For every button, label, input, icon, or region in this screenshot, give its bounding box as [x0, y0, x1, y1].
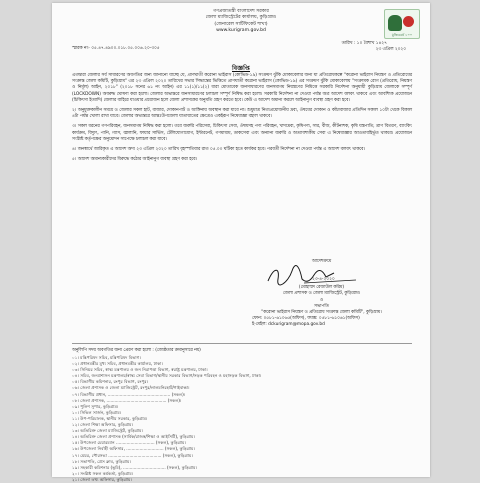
document-title: বিজ্ঞপ্তি [232, 65, 250, 72]
list-item: ১৪। অতিরিক্ত জেলা প্রশাসক (সার্বিক/রাজস্ব/শিক্ষা ও আইসিটি), কুড়িগ্রাম। [72, 434, 195, 440]
document-page [52, 3, 430, 482]
letterhead-government: গণপ্রজাতন্ত্রী বাংলাদেশ সরকার [213, 9, 269, 14]
signatory-designation: জেলা প্রশাসক ও জেলা ম্যাজিস্ট্রেট, কুড়িগ্রাম। [282, 291, 361, 297]
signatory-name: (মোহাম্মদ রেজাউল করিম) [298, 285, 345, 291]
committee-name: "করোনা ভাইরাস নিয়ন্ত্রণ ও প্রতিরোধ সংক্রান্ত জেলা কমিটি", কুড়িগ্রাম। [261, 310, 382, 316]
notice-body [72, 73, 412, 167]
list-item: ১৩। অতিরিক্ত জেলা ম্যাজিস্ট্রেট, কুড়িগ্রাম। [72, 428, 144, 434]
logo-text: মুজিববর্ষ ১০০ [391, 33, 413, 37]
paragraph-1: এতদ্বারা জেলার সর্ব সাধারণের অবগতির জন্য জানানো যাচ্ছে যে, প্রাণঘাতী করোনা ভাইরাস (কোভিড-১৯) সংক্রমণ ঝুঁকি মোকাবেলার জন্য যা প্রতিরোধকল্পে "করোনা ভাইরাস নিয়ন্ত্রণ ও প্রতিরোধের সংক্রান্ত জেলা কমিটি, কুড়িগ্রাম" এর ২৩ এপ্রিল ২০২০ তারিখের সভার সিদ্ধান্তের ভিত্তিতে প্রাণঘাতী করোনা ভাইরাস (কোভিড-১৯) এর সংক্রমণ ঝুঁকি মোকাবেলায় "সংক্রামক রোগ (প্রতিরোধ, নিয়ন্ত্রণ ও নির্মূল) আইন, ২০১৮" (২০১৮ সনের ৬১ নং আইন) এর ১১(১)/১১(২) ধারা মোতাবেক জনসাধারণের জনসমাগম নিয়ন্ত্রণের নিমিত্তে সরকারি নির্দেশনা অনুযায়ী কুড়িগ্রাম জেলাকে সম্পূর্ণ (LOCKDOWN) অবরুদ্ধ ঘোষণা করা হলো। জেলার অভ্যন্তরে জনসাধারণের চলাচল সম্পূর্ণ নিষিদ্ধ করা হলো। সরকারি নির্দেশনা না দেওয়া পর্যন্ত অত্র আদেশ বলবৎ থাকবে এবং আবশ্যিক প্রয়োজনে (চিকিৎসা ইত্যাদি) জেলার বাহিরে যাওয়ার প্রয়োজন হলে জেলা প্রশাসকের অনুমতি গ্রহণ করতে হবে। কেউ এ আদেশ অমান্য করলে আইনানুগ ব্যবস্থা গ্রহণ করা হবে। [72, 73, 412, 103]
memo-reference: স্মারক নং- ০৫.৪৭.৪৯০০.০১৮.০৫.০০৬.২০-৩০৫ [72, 46, 160, 51]
list-item: ০৯। পুলিশ সুপার, কুড়িগ্রাম। [72, 403, 119, 409]
list-item: ১৯। সহকারী কমিশনার (ভূমি), ................................ (সকল), কুড়িগ্রাম। [72, 464, 198, 470]
letterhead-section: (জেনারেল সার্টিফিকেট শাখা) [214, 21, 268, 27]
letterhead [52, 9, 430, 35]
list-item: ০২। প্রধানমন্ত্রীর মুখ্য সচিব, প্রধানমন্ত্রীর কার্যালয়, ঢাকা। [72, 361, 163, 367]
and-text: ও [319, 297, 324, 303]
list-item: ০১। মন্ত্রিপরিষদ সচিব, মন্ত্রিপরিষদ বিভাগ। [72, 355, 141, 360]
list-item: ০৪। সচিব, জনপ্রশাসন মন্ত্রণালয়/স্বাস্থ্য সেবা বিভাগ/স্থানীয় সরকার বিভাগ/সড়ক পরিবহন ও মহাসড়ক বিভাগ, ঢাকা। [72, 373, 262, 379]
signatory-role: সভাপতি [314, 303, 329, 309]
letterhead-website: www.kurigram.gov.bd [216, 28, 266, 34]
list-item: ০৭। বিভাগীয় প্রধান, ............................................... (সকল)। [72, 391, 186, 397]
list-item: ১৭। মেয়র, পৌরসভা ........................................ (সকল), কুড়িগ্রাম। [72, 452, 193, 458]
copy-to-heading: অনুলিপি সদয় অবগতির জন্য প্রেরণ করা হলো : (জ্যেষ্ঠতার ক্রমানুসারে নয়) [72, 348, 201, 353]
by-order-text: আদেশক্রমে [311, 259, 332, 264]
copy-recipient-list [72, 355, 412, 483]
signature-block [234, 259, 409, 329]
paragraph-5: ৫। আদেশ অমান্যকারীদের বিরুদ্ধে কঠোর আইনানুগ ব্যবস্থা গ্রহণ করা হবে। [72, 157, 198, 163]
list-item: ০৮। জেলা প্রশাসক, ............................................. (সকল)। [72, 397, 182, 403]
list-item: ১১। উপ-পরিচালক, স্থানীয় সরকার, কুড়িগ্রাম। [72, 415, 148, 421]
memo-meta [72, 41, 412, 57]
list-item: ২১। জেলা তথ্য অফিসার, কুড়িগ্রাম। [72, 476, 132, 482]
list-item: ১৬। উপজেলা নির্বাহী অফিসার, ............................ (সকল), কুড়িগ্রাম। [72, 446, 195, 452]
letterhead-office: জেলা ম্যাজিস্ট্রেটের কার্যালয়, কুড়িগ্রাম। [205, 15, 277, 21]
signature-scribble-icon [264, 265, 364, 287]
list-item: ০৫। বিভাগীয় কমিশনার, রংপুর বিভাগ, রংপুর। [72, 379, 149, 385]
list-item: ১২। জেলা শিক্ষা অফিসার, কুড়িগ্রাম। [72, 422, 134, 428]
paragraph-2: ২। অনুমুক্তকালীন সময়ে ও জেলার সকল হাট, বাজার, দোকানপাট ও আঙ্গিনায় অবস্থান করা যাবে না। শুধুমাত্র নিত্যপ্রয়োজনীয় দ্রব্য, ঔষধের দোকান ও কাঁচাবাজার প্রতিদিন সকাল ১০টা থেকে বিকাল ৪টা পর্যন্ত খোলা রাখা যাবে। জেলার অভ্যন্তরে আন্তঃউপজেলা যাতায়াতের ক্ষেত্রেও একইরূপ নিষেধাজ্ঞা বহাল থাকবে। [72, 108, 412, 120]
list-item: ০৬। জেলা প্রশাসক ও জেলা ম্যাজিস্ট্রেট, রংপুর/লালমনিরহাট/গাইবান্ধা। [72, 385, 190, 391]
list-item: ২০। সংশ্লিষ্ট সকল কর্মকর্তা, কুড়িগ্রাম। [72, 470, 134, 476]
sun-emblem-icon [403, 16, 414, 27]
divider [72, 343, 412, 344]
memo-date-english: ২৩ এপ্রিল ২০২০ [375, 47, 406, 53]
contact-email: ই-মেইল: dckurigram@mopa.gov.bd [252, 322, 325, 328]
portrait-icon [388, 15, 402, 31]
paragraph-3: ৩। সকল ধরনের গণপরিবহন, জনসমাগম নিষিদ্ধ করা হলো। তবে জরুরি পরিসেবা, চিকিৎসা সেবা, ঔষধসহ পণ্য পরিবহন, খাদ্যদ্রব্য, কৃষিপণ্য, সার, বীজ, কীটনাশক, কৃষি যন্ত্রপাতি, ত্রাণ বিতরণ, ব্যাংকিং কার্যক্রম, বিদ্যুৎ, পানি, গ্যাস, জ্বালানি, ফায়ার সার্ভিস, টেলিযোগাযোগ, ইন্টারনেট, গণমাধ্যম, ডাকসেবা এবং অন্যান্য জরুরি ও অত্যাবশ্যকীয় সেবা এ নিষেধাজ্ঞার আওতাবহির্ভূত থাকবে। প্রয়োজনে সংশ্লিষ্ট কর্তৃপক্ষের অনুমোদন সাপেক্ষে চলাচল করা যাবে। [72, 124, 412, 142]
list-item: ০৩। সিনিয়র সচিব, স্বাস্থ্য মন্ত্রণালয় ও জন নিরাপত্তা বিভাগ, স্বরাষ্ট্র মন্ত্রণালয়, ঢাকা। [72, 367, 208, 373]
contact-phone: ফোন: ০৫৮১-৬১০৬৫(অফিস), ফ্যাক্স: ০৫৮১-৬১০৬১(অফিস) [252, 316, 360, 322]
list-item: ১০। সিভিল সার্জন, কুড়িগ্রাম। [72, 409, 122, 415]
memo-date-bengali: তারিখ : ১০ বৈশাখ ১৪২৭ [341, 41, 387, 46]
memo-date [342, 41, 406, 54]
list-item: ১৮। সভাপতি, প্রেস ক্লাব, কুড়িগ্রাম। [72, 458, 131, 464]
mujib-borsho-logo [384, 9, 420, 39]
signature-date: ২৩-৪-২০২০ [312, 277, 335, 283]
list-item: ১৫। উপজেলা চেয়ারম্যান ............................. (সকল), কুড়িগ্রাম। [72, 440, 186, 446]
paragraph-4: ৪। জনস্বার্থে জারিকৃত এ আদেশ অদ্য ২৩ এপ্রিল ২০২০ তারিখ বৃহস্পতিবার রাত ০৫.০০ ঘটিকা হতে কার্যকর হবে। পরবর্তী নির্দেশনা না দেওয়া পর্যন্ত এ আদেশ বলবৎ থাকবে। [72, 147, 365, 153]
handwritten-signature [234, 265, 409, 285]
